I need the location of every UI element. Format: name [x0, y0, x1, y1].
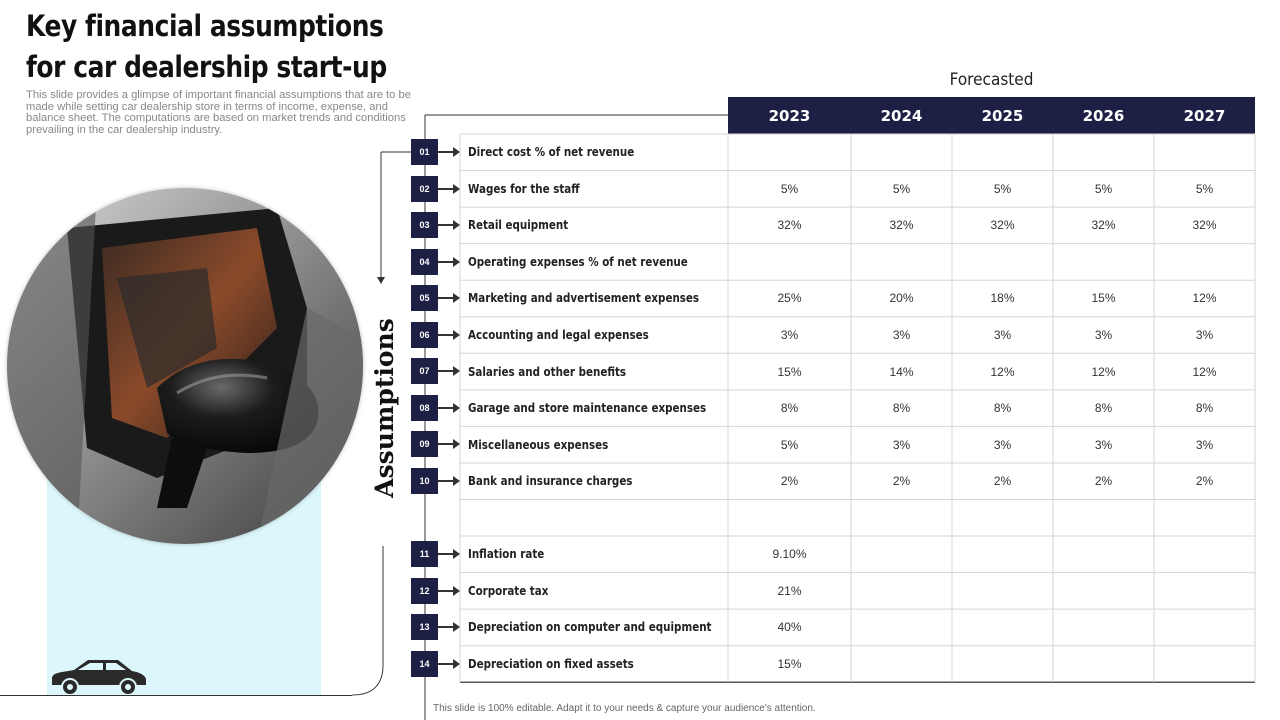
table-row	[411, 609, 1261, 646]
table-row	[411, 500, 1261, 537]
value-cell: 3%	[1094, 328, 1113, 342]
row-label: Marketing and advertisement expenses	[468, 291, 700, 306]
value-cell: 12%	[1192, 291, 1217, 306]
row-number-badge: 13	[411, 614, 438, 640]
year-header-cell: 2026	[1082, 106, 1125, 125]
value-cell: 2%	[1094, 474, 1113, 489]
value-cell: 32%	[1192, 218, 1217, 233]
table-row	[411, 353, 1261, 390]
value-cell: 5%	[780, 437, 799, 452]
value-cell: 15%	[1091, 291, 1116, 306]
value-cell: 12%	[1192, 364, 1217, 379]
value-cell: 12%	[1091, 364, 1116, 379]
row-number-badge: 05	[411, 285, 438, 311]
table-row	[411, 134, 1261, 171]
value-cell: 3%	[1094, 437, 1113, 452]
table-row	[411, 390, 1261, 427]
row-label: Garage and store maintenance expenses	[468, 401, 707, 416]
table-row	[411, 280, 1261, 317]
arrow-right-icon	[438, 297, 458, 299]
row-number-badge: 08	[411, 395, 438, 421]
value-cell: 3%	[1195, 437, 1214, 452]
row-label: Direct cost % of net revenue	[468, 145, 635, 160]
row-label: Depreciation on computer and equipment	[468, 620, 712, 635]
value-cell: 8%	[1094, 401, 1113, 416]
arrow-right-icon	[438, 151, 458, 153]
row-label: Salaries and other benefits	[468, 364, 627, 379]
table-row	[411, 317, 1261, 354]
value-cell: 8%	[892, 401, 911, 416]
table-row	[411, 207, 1261, 244]
row-number-badge: 10	[411, 468, 438, 494]
value-cell: 21%	[777, 583, 802, 598]
arrow-right-icon	[438, 590, 458, 592]
row-label: Depreciation on fixed assets	[468, 656, 634, 671]
arrow-right-icon	[438, 188, 458, 190]
value-cell: 9.10%	[772, 547, 807, 562]
footer-note: This slide is 100% editable. Adapt it to your needs & capture your audience's attention.	[433, 703, 816, 714]
arrow-right-icon	[438, 261, 458, 263]
row-number-badge: 02	[411, 176, 438, 202]
year-header-cell: 2025	[981, 106, 1024, 125]
row-label: Wages for the staff	[468, 181, 580, 196]
table-row	[411, 536, 1261, 573]
value-cell: 3%	[892, 437, 911, 452]
assumptions-label: Assumptions	[370, 318, 399, 498]
value-cell: 15%	[777, 364, 802, 379]
row-number-badge: 06	[411, 322, 438, 348]
row-number-badge: 12	[411, 578, 438, 604]
page-subtitle: This slide provides a glimpse of important financial assumptions that are to be made while setting car dealership store in terms of income, expense, and balance sheet. The computations are based on market trends and conditions prevailing in the car dealership industry.	[26, 89, 411, 136]
row-label: Accounting and legal expenses	[468, 328, 649, 342]
value-cell: 2%	[892, 474, 911, 489]
row-label: Corporate tax	[468, 583, 549, 598]
value-cell: 40%	[777, 620, 802, 635]
value-cell: 8%	[1195, 401, 1214, 416]
year-header-cell: 2027	[1183, 106, 1226, 125]
value-cell: 3%	[993, 328, 1012, 342]
table-row	[411, 646, 1261, 683]
value-cell: 3%	[780, 328, 799, 342]
row-number-badge: 04	[411, 249, 438, 275]
arrow-right-icon	[438, 480, 458, 482]
value-cell: 20%	[889, 291, 914, 306]
value-cell: 2%	[993, 474, 1012, 489]
table-row	[411, 171, 1261, 208]
arrow-right-icon	[438, 407, 458, 409]
value-cell: 18%	[990, 291, 1015, 306]
row-number-badge: 09	[411, 431, 438, 457]
value-cell: 14%	[889, 364, 914, 379]
value-cell: 5%	[1094, 181, 1113, 196]
value-cell: 5%	[1195, 181, 1214, 196]
value-cell: 32%	[777, 218, 802, 233]
value-cell: 2%	[1195, 474, 1214, 489]
value-cell: 3%	[993, 437, 1012, 452]
table-row	[411, 463, 1261, 500]
row-label: Bank and insurance charges	[468, 474, 633, 489]
year-header-cell: 2024	[880, 106, 923, 125]
arrow-right-icon	[438, 663, 458, 665]
forecasted-label: Forecasted	[949, 70, 1034, 90]
row-number-badge: 03	[411, 212, 438, 238]
table-row	[411, 244, 1261, 281]
value-cell: 3%	[892, 328, 911, 342]
value-cell: 5%	[993, 181, 1012, 196]
arrow-right-icon	[438, 334, 458, 336]
value-cell: 12%	[990, 364, 1015, 379]
value-cell: 32%	[1091, 218, 1116, 233]
value-cell: 5%	[892, 181, 911, 196]
value-cell: 8%	[780, 401, 799, 416]
arrow-right-icon	[438, 626, 458, 628]
row-number-badge: 07	[411, 358, 438, 384]
table-row	[411, 426, 1261, 463]
page-title: Key financial assumptions for car dealership start-up	[26, 9, 387, 84]
value-cell: 25%	[777, 291, 802, 306]
row-number-badge: 11	[411, 541, 438, 567]
row-label: Inflation rate	[468, 547, 545, 562]
row-label: Miscellaneous expenses	[468, 437, 609, 452]
table-row	[411, 573, 1261, 610]
arrow-right-icon	[438, 553, 458, 555]
value-cell: 32%	[889, 218, 914, 233]
value-cell: 8%	[993, 401, 1012, 416]
arrow-right-icon	[438, 443, 458, 445]
value-cell: 3%	[1195, 328, 1214, 342]
value-cell: 15%	[777, 656, 802, 671]
year-header-cell: 2023	[768, 106, 811, 125]
value-cell: 32%	[990, 218, 1015, 233]
row-label: Operating expenses % of net revenue	[468, 254, 688, 269]
value-cell: 5%	[780, 181, 799, 196]
row-number-badge: 01	[411, 139, 438, 165]
arrow-right-icon	[438, 224, 458, 226]
row-number-badge: 14	[411, 651, 438, 677]
row-label: Retail equipment	[468, 218, 569, 233]
arrow-right-icon	[438, 370, 458, 372]
value-cell: 2%	[780, 474, 799, 489]
